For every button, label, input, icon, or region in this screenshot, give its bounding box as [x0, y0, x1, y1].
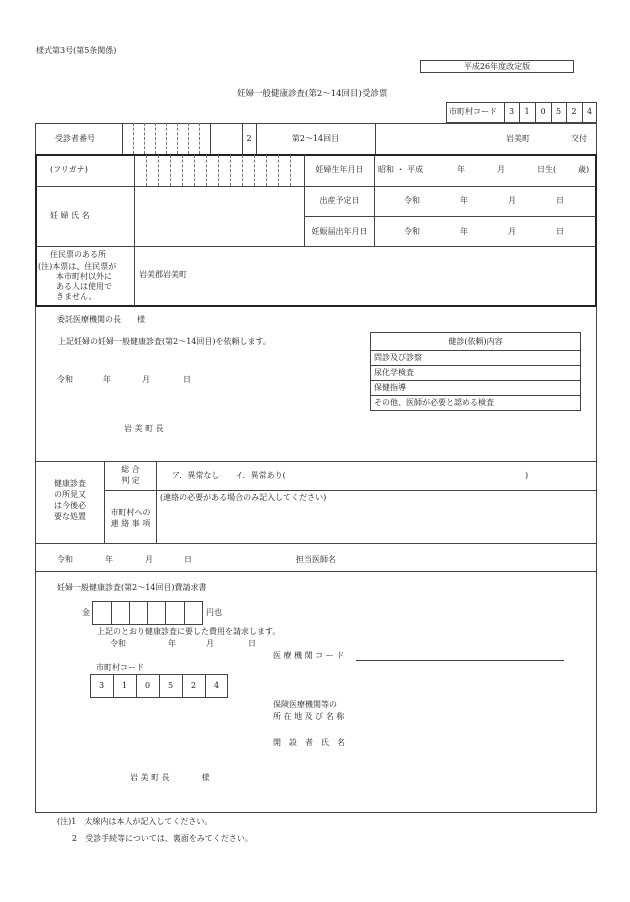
date-month: 月	[206, 639, 214, 648]
facility-address-label: 保険医療機関等の	[273, 700, 337, 709]
contact-label: 連 絡 事 項	[110, 519, 151, 528]
date-year: 年	[168, 639, 176, 648]
reiwa-label: 令和	[404, 196, 420, 205]
findings-label: 要な処置	[54, 512, 86, 521]
address-note: きません。	[56, 292, 97, 301]
year-label: 年	[457, 165, 465, 174]
date-month: 月	[142, 375, 150, 384]
invoice-text: 上記のとおり健康診査に要した費用を請求します。	[97, 627, 281, 636]
findings-label: 健康診査	[54, 479, 86, 488]
furigana-label: (フリガナ)	[50, 165, 88, 174]
address-value: 岩美郡岩美町	[139, 270, 187, 279]
overall-close: )	[525, 471, 529, 480]
code-digit: 0	[540, 107, 546, 116]
address-note: ある人は使用で	[56, 282, 112, 291]
findings-label: の所見又	[54, 490, 86, 499]
page-title: 妊婦一般健康診査(第2～14回目)受診票	[237, 89, 388, 99]
overall-label: 総 合	[121, 465, 140, 474]
muni-code-digit: 2	[190, 681, 197, 690]
code-digit: 5	[555, 107, 562, 116]
commissioned-label: 委託医療機関の長 様	[57, 315, 145, 324]
issuer: 岩美町	[506, 134, 530, 143]
mayor-label: 岩 美 町 長	[124, 424, 164, 433]
date-month: 月	[145, 555, 153, 564]
month-label: 月	[508, 196, 516, 205]
request-text: 上記妊婦の妊婦一般健康診査(第2～14回目)を依頼します。	[58, 337, 271, 346]
overall-label: 判 定	[121, 476, 140, 485]
examinee-number-label: 受診者番号	[55, 134, 95, 143]
muni-code-digit: 0	[144, 681, 151, 690]
month-label: 月	[497, 165, 505, 174]
visit-range: 第2～14回目	[291, 134, 340, 143]
invoice-title: 妊婦一般健康診査(第2～14回目)費請求書	[57, 583, 207, 592]
muni-code-digit: 5	[167, 681, 174, 690]
birth-era: 昭和 ・ 平成	[378, 165, 424, 174]
code-digit: 2	[571, 107, 577, 116]
code-digit: 4	[586, 107, 593, 116]
muni-code-label: 市町村コード	[96, 663, 144, 672]
name-label: 妊 婦 氏 名	[50, 211, 90, 220]
address-note: 本市町村以外に	[56, 272, 112, 281]
visit-number: 2	[246, 134, 252, 143]
mayor-addressee: 岩 美 町 長 様	[130, 773, 210, 782]
facility-code-label: 医 療 機 関 コ ー ド	[273, 651, 345, 660]
month-label: 月	[508, 227, 516, 236]
founder-label: 開 設 者 氏 名	[273, 738, 345, 747]
note-1: (注)1 太線内は本人が記入してください。	[57, 817, 213, 826]
note-2: 2 受診手続等については、裏面をみてください。	[72, 834, 253, 843]
muni-code-digit: 1	[121, 681, 128, 690]
amount-suffix: 円也	[206, 608, 222, 617]
contact-label: 市町村への	[110, 508, 151, 517]
day-label: 日	[556, 227, 564, 236]
findings-label: は今後必	[54, 501, 86, 510]
date-year: 年	[105, 555, 113, 564]
date-era: 令和	[57, 375, 73, 384]
date-era: 令和	[57, 555, 73, 564]
age-unit: 歳)	[578, 165, 590, 174]
form-number: 様式第3号(第5条関係)	[36, 46, 117, 55]
address-label: 住民票のある所	[50, 250, 106, 259]
revision-label: 平成26年度改定版	[420, 60, 574, 73]
address-note: (注)本票は、住民票が	[38, 262, 117, 271]
exam-item: 保健指導	[374, 383, 406, 392]
date-day: 日	[184, 555, 192, 564]
day-label: 日	[556, 196, 564, 205]
doctor-label: 担当医師名	[296, 555, 336, 564]
exam-item: 問診及び診察	[374, 353, 422, 362]
exam-header: 健診(依頼)内容	[448, 337, 503, 346]
municipality-code-label: 市町村コード	[449, 107, 497, 116]
exam-item: その他、医師が必要と認める検査	[374, 398, 494, 407]
facility-address-label: 所 在 地 及 び 名 称	[273, 712, 345, 721]
overall-options: ア．異常なし イ．異常あり(	[172, 471, 286, 480]
date-era: 令和	[110, 639, 126, 648]
code-digit: 3	[508, 107, 515, 116]
date-year: 年	[103, 375, 111, 384]
year-label: 年	[460, 227, 468, 236]
code-digit: 1	[524, 107, 530, 116]
born-label: 日生(	[537, 165, 557, 174]
year-label: 年	[460, 196, 468, 205]
notified-date-label: 妊娠届出年月日	[311, 227, 368, 236]
exam-item: 尿化学検査	[374, 368, 414, 377]
birth-date-label: 妊婦生年月日	[315, 165, 364, 174]
date-day: 日	[248, 639, 256, 648]
issued-label: 交付	[571, 134, 587, 143]
date-day: 日	[183, 375, 191, 384]
muni-code-digit: 4	[213, 681, 220, 690]
due-date-label: 出産予定日	[319, 196, 360, 205]
contact-note: (連絡の必要がある場合のみ記入してください)	[160, 493, 327, 502]
amount-prefix: 金	[82, 608, 90, 617]
muni-code-digit: 3	[98, 681, 105, 690]
reiwa-label: 令和	[404, 227, 420, 236]
